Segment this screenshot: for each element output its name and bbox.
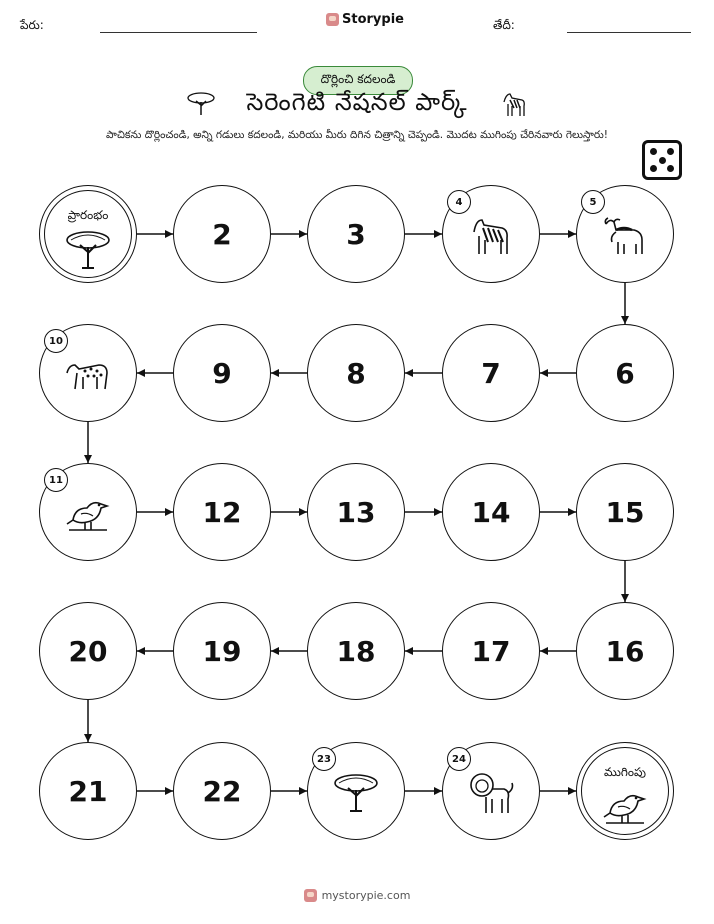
brand-name: Storypie — [342, 12, 404, 27]
arrow-head — [405, 369, 413, 377]
arrow-head — [568, 508, 576, 516]
roll-badge: దొర్లించి కదలండి — [303, 66, 413, 95]
zebra-icon — [498, 88, 528, 120]
board-space-3[interactable] — [307, 185, 405, 283]
lion-icon — [466, 769, 516, 817]
date-label: తేదీ: — [493, 18, 515, 32]
name-line[interactable] — [100, 32, 257, 33]
footer — [0, 889, 714, 902]
space-number-badge: 23 — [312, 747, 336, 771]
arrow-head — [434, 508, 442, 516]
space-number-badge: 4 — [447, 190, 471, 214]
space-number: 2 — [212, 217, 232, 251]
board-space-16[interactable] — [576, 602, 674, 700]
start-space[interactable] — [39, 185, 137, 283]
page-title: సెరెంగెటి నేషనల్ పార్క్ — [246, 88, 468, 116]
space-number: 19 — [202, 634, 242, 668]
arrow-head — [621, 316, 629, 324]
arrow-head — [405, 647, 413, 655]
board-space-23[interactable] — [307, 742, 405, 840]
board-space-2[interactable] — [173, 185, 271, 283]
arrow-head — [271, 647, 279, 655]
arrow-head — [137, 647, 145, 655]
board-space-24[interactable] — [442, 742, 540, 840]
space-label: ముగింపు — [604, 765, 646, 779]
board-space-15[interactable] — [576, 463, 674, 561]
board-space-11[interactable] — [39, 463, 137, 561]
space-number: 22 — [202, 774, 242, 808]
arrow-head — [165, 508, 173, 516]
space-number-badge: 10 — [44, 329, 68, 353]
board-space-19[interactable] — [173, 602, 271, 700]
zebra-icon — [466, 212, 516, 260]
space-number-badge: 5 — [581, 190, 605, 214]
arrow-head — [137, 369, 145, 377]
acacia-tree-icon — [331, 769, 381, 817]
board-space-20[interactable] — [39, 602, 137, 700]
board-space-9[interactable] — [173, 324, 271, 422]
storypie-icon — [326, 13, 339, 26]
space-label: ప్రారంభం — [67, 208, 109, 222]
space-number-badge: 24 — [447, 747, 471, 771]
arrow-head — [299, 230, 307, 238]
space-number: 15 — [605, 495, 645, 529]
arrow-head — [299, 787, 307, 795]
arrow-head — [568, 230, 576, 238]
board-space-4[interactable] — [442, 185, 540, 283]
board-space-7[interactable] — [442, 324, 540, 422]
space-number: 20 — [68, 634, 108, 668]
wildebeest-icon — [600, 212, 650, 260]
arrow-head — [621, 594, 629, 602]
arrow-head — [299, 508, 307, 516]
hyena-icon — [63, 351, 113, 399]
name-label: పేరు: — [20, 18, 44, 32]
board-space-10[interactable] — [39, 324, 137, 422]
dice-icon — [642, 140, 682, 180]
arrow-head — [568, 787, 576, 795]
arrow-head — [84, 734, 92, 742]
board-space-13[interactable] — [307, 463, 405, 561]
brand-logo — [326, 12, 404, 27]
space-number: 16 — [605, 634, 645, 668]
arrow-head — [540, 647, 548, 655]
board-space-12[interactable] — [173, 463, 271, 561]
board-space-6[interactable] — [576, 324, 674, 422]
board-space-5[interactable] — [576, 185, 674, 283]
arrow-head — [165, 787, 173, 795]
arrow-head — [540, 369, 548, 377]
arrow-head — [434, 230, 442, 238]
board-space-8[interactable] — [307, 324, 405, 422]
space-number: 21 — [68, 774, 108, 808]
board-space-14[interactable] — [442, 463, 540, 561]
instructions: పాచికను దొర్లించండి, అన్ని గడులు కదలండి, మరియు మీరు దిగిన చిత్రాన్ని చెప్పండి. మొదట ముగింపు చేరినవారు గెలుస్తారు! — [106, 129, 608, 141]
date-line[interactable] — [567, 32, 691, 33]
board-space-22[interactable] — [173, 742, 271, 840]
space-number: 17 — [471, 634, 511, 668]
space-number: 9 — [212, 356, 232, 390]
space-number: 14 — [471, 495, 511, 529]
arrow-head — [434, 787, 442, 795]
space-number: 3 — [346, 217, 366, 251]
finish-space[interactable] — [576, 742, 674, 840]
space-number: 7 — [481, 356, 501, 390]
space-number-badge: 11 — [44, 468, 68, 492]
board-space-17[interactable] — [442, 602, 540, 700]
footer-url[interactable]: mystorypie.com — [321, 889, 411, 902]
board-space-21[interactable] — [39, 742, 137, 840]
arrow-head — [271, 369, 279, 377]
acacia-tree-icon — [63, 226, 113, 274]
space-number: 13 — [336, 495, 376, 529]
storypie-icon — [304, 889, 317, 902]
board-space-18[interactable] — [307, 602, 405, 700]
bird-icon — [63, 490, 113, 538]
space-number: 18 — [336, 634, 376, 668]
bird-icon — [600, 783, 650, 831]
space-number: 12 — [202, 495, 242, 529]
space-number: 6 — [615, 356, 635, 390]
arrow-head — [165, 230, 173, 238]
space-number: 8 — [346, 356, 366, 390]
arrow-head — [84, 455, 92, 463]
